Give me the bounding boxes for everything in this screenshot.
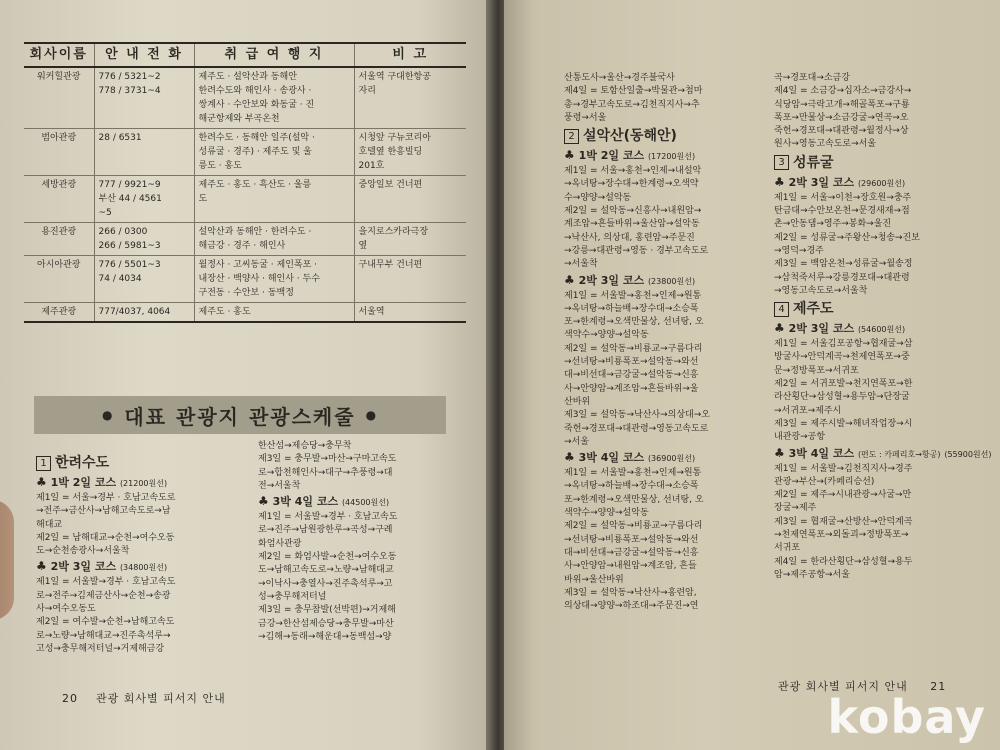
itinerary-line: →옥녀탕→장수대→한계령→오색약 xyxy=(564,179,699,190)
itinerary-line: →영덕→경주 xyxy=(774,245,824,256)
left-page xyxy=(0,0,492,750)
itinerary-line: 사→안양암→계조암→흔들바위→울 xyxy=(564,383,699,394)
agency-row xyxy=(24,176,466,223)
club-icon: ♣ xyxy=(258,494,269,509)
right-page xyxy=(504,0,1000,750)
itinerary-line: 수→양양→설악동 xyxy=(564,192,632,203)
cell-line: 세방관광 xyxy=(41,180,77,190)
left-footer xyxy=(62,690,226,706)
cell-line: 777/4037, 4064 xyxy=(98,307,171,317)
section-banner xyxy=(34,396,446,434)
itinerary-line: 제3일 = 설악동→낙산사→홍련암, xyxy=(564,587,697,598)
itinerary-line: 제2일 = 설악동→비룡교→구름다리 xyxy=(564,521,703,532)
cell-line: 자리 xyxy=(358,86,376,96)
itinerary-line: 사→안양암→내원암→계조암, 흔들 xyxy=(564,561,697,572)
cell-line: 제주관광 xyxy=(41,307,77,317)
course-heading xyxy=(774,174,984,192)
itinerary-line: →전주→금산사→남해고속도로→남 xyxy=(36,506,171,517)
itinerary-line: 성→충무해저터널 xyxy=(258,591,327,602)
agency-name-cell xyxy=(24,256,94,303)
itinerary-line: 제2일 = 남해대교→순천→여수오동 xyxy=(36,532,175,543)
agency-row xyxy=(24,223,466,256)
itinerary-line: 포→한계령→오색만물상, 선녀탕, 오 xyxy=(564,317,704,328)
itinerary-line: →삼척죽서루→강릉경포대→대관령 xyxy=(774,272,910,283)
itinerary-line: 제3일 = 제주시발→해녀작업장→시 xyxy=(774,418,913,429)
itinerary-line: 대→비선대→금강굴→설악동→신흥 xyxy=(564,370,699,381)
itinerary-line: 방굴사→안덕계곡→천제연폭포→중 xyxy=(774,352,910,363)
cell-line: 릉도 · 홍도 xyxy=(198,161,242,171)
itinerary-line: 제2일 = 성류굴→주왕산→청송→진보 xyxy=(774,232,920,243)
club-icon: ♣ xyxy=(774,174,785,189)
itinerary-line: 제2일 = 화엄사발→순천→여수오동 xyxy=(258,552,397,563)
itinerary-line: 풍령→서울 xyxy=(564,112,607,123)
itinerary-line: 고성→충무해저터널→거제해금강 xyxy=(36,643,165,654)
cell-line: 201호 xyxy=(358,161,385,171)
course-note: (편도 : 카페리호→항공) xyxy=(857,449,941,459)
itinerary-line: →옥녀탕→하늘배→장수대→소승폭 xyxy=(564,481,699,492)
region-name: 제주도 xyxy=(793,301,834,318)
region-heading xyxy=(774,298,984,320)
agency-name-cell xyxy=(24,303,94,323)
itinerary-line: 로→노량→남해대교→진주촉석루→ xyxy=(36,630,171,641)
itinerary-line: 죽헌→경포대→대관령→월정사→상 xyxy=(774,126,909,137)
itinerary-line: 해대교 xyxy=(36,519,63,530)
itinerary-line: 제1일 = 서울→경부 · 호남고속도로 xyxy=(36,493,176,503)
itinerary-line: 폭포→만물상→소금강굴→연곡→오 xyxy=(774,112,909,123)
itinerary-line: 제1일 = 서울발→경부 · 호남고속도 xyxy=(36,577,176,588)
itinerary-line: →이낙사→충열사→진주촉석루→고 xyxy=(258,578,393,589)
itinerary-line: 제1일 = 서울발→김천직지사→경주 xyxy=(774,463,913,474)
course-heading xyxy=(36,474,248,492)
itinerary-line: 산통도사→울산→경주불국사 xyxy=(564,73,675,83)
itinerary-line: 곡→경포대→소금강 xyxy=(774,73,850,83)
cell-line: 제주도 · 홍도 xyxy=(198,307,251,317)
cell-line: 워커힐관광 xyxy=(37,72,81,82)
agency-row xyxy=(24,67,466,129)
agency-note-cell xyxy=(354,67,466,129)
header-phone: 안 내 전 화 xyxy=(94,43,194,67)
itinerary-line: 문→정방폭포→서귀포 xyxy=(774,365,859,376)
cell-line: 범아관광 xyxy=(41,133,77,143)
agency-name-cell xyxy=(24,176,94,223)
cell-line: 777 / 9921~9 xyxy=(98,180,161,190)
itinerary-line: 제2일 = 여수발→순천→남해고속도 xyxy=(36,617,175,628)
course-title: 2박 3일 코스 xyxy=(788,175,855,189)
itinerary-line: 사→여수오동도 xyxy=(36,604,96,615)
itinerary-line: 한산섬→제승당→충무착 xyxy=(258,441,352,451)
region-number: 2 xyxy=(564,129,579,144)
kobay-watermark: kobay xyxy=(827,690,986,744)
itinerary-line: 라산횡단→삼성혈→용두암→단장굴 xyxy=(774,392,910,403)
itinerary-line: →강릉→대관령→영동 · 경부고속도로 xyxy=(564,245,709,256)
left-page-number: 20 xyxy=(62,692,78,705)
itinerary-line: →선녀탕→비룡폭포→설악동→와선 xyxy=(564,534,699,545)
itinerary-line: 제3일 = 설악동→낙산사→의상대→오 xyxy=(564,410,710,421)
agency-name-cell xyxy=(24,223,94,256)
course-title: 2박 3일 코스 xyxy=(578,273,645,287)
course-title: 3박 4일 코스 xyxy=(578,451,645,465)
cell-line: 266 / 5981~3 xyxy=(98,241,161,251)
banner-title: 대표 관광지 관광스케줄 xyxy=(124,404,356,429)
region-number: 1 xyxy=(36,456,51,471)
cell-line: 한려수도와 해인사 · 송광사 · xyxy=(198,86,312,96)
itinerary-line: 색약수→양양→설악동 xyxy=(564,508,649,519)
cell-line: 778 / 3731~4 xyxy=(98,86,161,96)
course-title: 3박 4일 코스 xyxy=(272,495,339,509)
itinerary-line: →영동고속도로→서울착 xyxy=(774,285,868,296)
cell-line: 쌍계사 · 수안보와 화동굴 · 진 xyxy=(198,100,315,110)
region-heading xyxy=(774,152,984,174)
itinerary-line: 장굴→제주 xyxy=(774,503,817,514)
itinerary-line: 로→합천해인사→대구→추풍령→대 xyxy=(258,467,393,478)
itinerary-line: →선녀탕→비룡폭포→설악동→와선 xyxy=(564,357,699,368)
club-icon: ♣ xyxy=(36,475,47,489)
course-title: 1박 2일 코스 xyxy=(578,149,645,163)
course-title: 3박 4일 코스 xyxy=(788,446,855,460)
itinerary-line: 탄금대→수안보온천→문경새재→점 xyxy=(774,206,910,217)
cell-line: 776 / 5321~2 xyxy=(98,72,161,82)
cell-line: 구내무부 건너편 xyxy=(358,260,423,270)
itinerary-line: 제1일 = 서울발→경부 · 호남고속도 xyxy=(258,512,398,523)
cell-line: 아시아관광 xyxy=(37,260,81,270)
cell-line: 제주도 · 설악산과 동해안 xyxy=(198,72,297,82)
itinerary-line: 제1일 = 서울→이천→장호원→충주 xyxy=(774,192,912,203)
region-number: 3 xyxy=(774,155,789,170)
agency-phone-cell xyxy=(94,223,194,256)
itinerary-line: 제2일 = 서귀포발→천지연폭포→한 xyxy=(774,379,913,390)
cell-line: 성류굴 · 경주) · 제주도 및 울 xyxy=(198,147,312,157)
agency-destination-cell xyxy=(194,223,354,256)
itinerary-line: 제3일 = 충무발→마산→구마고속도 xyxy=(258,454,397,465)
itinerary-line: 화엄사관광 xyxy=(258,538,302,549)
region-number: 4 xyxy=(774,302,789,317)
itinerary-line: →낙산사, 의상대, 홍련암→주문진 xyxy=(564,232,695,243)
right-column-2 xyxy=(774,72,992,582)
agency-destination-cell xyxy=(194,129,354,176)
club-icon: ♣ xyxy=(564,272,575,287)
cell-line: 중앙일보 건너편 xyxy=(358,180,423,190)
course-price: (29600원선) xyxy=(857,178,906,188)
itinerary-line: 의상대→양양→하조대→주문진→연 xyxy=(564,601,699,612)
itinerary-line: 도→남해고속도로→노량→남해대교 xyxy=(258,565,394,576)
course-price: (21200원선) xyxy=(119,479,168,488)
course-title: 2박 3일 코스 xyxy=(50,560,117,574)
agency-destination-cell xyxy=(194,176,354,223)
cell-line: ~5 xyxy=(98,208,112,218)
region-heading xyxy=(36,452,248,474)
itinerary-line: 산바위 xyxy=(564,396,591,407)
itinerary-line: 색약수→양양→설악동 xyxy=(564,330,649,341)
agency-name-cell xyxy=(24,67,94,129)
agency-table-body xyxy=(24,67,466,322)
itinerary-line: 제3일 = 충무참발(선박편)→거제해 xyxy=(258,605,396,616)
course-heading xyxy=(774,320,984,338)
header-destination: 취 급 여 행 지 xyxy=(194,43,354,67)
agency-note-cell xyxy=(354,176,466,223)
itinerary-line: 금강→한산섬제승당→충무발→마산 xyxy=(258,618,394,629)
itinerary-line: 도→순천송광사→서울착 xyxy=(36,546,130,557)
itinerary-line: →천제연폭포→외돌괴→정방폭포→ xyxy=(774,530,909,541)
banner-bullet-left: ● xyxy=(101,408,115,422)
course-heading xyxy=(564,449,774,467)
banner-bullet-right: ● xyxy=(365,408,379,422)
cell-line: 내장산 · 백양사 · 해인사 · 두수 xyxy=(198,274,320,284)
itinerary-line: 포→한계령→오색만물상, 선녀탕, 오 xyxy=(564,494,704,505)
cell-line: 74 / 4034 xyxy=(98,274,142,284)
itinerary-line: 죽헌→경포대→대관령→영동고속도로 xyxy=(564,423,709,434)
itinerary-line: 제1일 = 서울발→홍천→인제→원통 xyxy=(564,290,702,301)
agency-phone-cell xyxy=(94,129,194,176)
course-price: (17200원선) xyxy=(647,152,696,162)
course-price: (36900원선) xyxy=(647,454,696,464)
itinerary-line: 바위→울산바위 xyxy=(564,574,624,585)
agency-phone-cell xyxy=(94,303,194,323)
agency-row xyxy=(24,129,466,176)
itinerary-line: →옥녀탕→하늘배→장수대→소승폭 xyxy=(564,303,699,314)
cell-line: 시청앞 구뉴코리아 xyxy=(358,133,431,143)
club-icon: ♣ xyxy=(564,450,575,465)
course-heading xyxy=(564,147,774,165)
itinerary-line: 제4일 = 한라산횡단→삼성혈→용두 xyxy=(774,556,913,567)
left-column-2 xyxy=(258,440,470,644)
club-icon: ♣ xyxy=(774,321,785,336)
agency-name-cell xyxy=(24,129,94,176)
itinerary-line: 제1일 = 서울발→홍천→인제→원통 xyxy=(564,468,702,479)
itinerary-line: 전→서울착 xyxy=(258,480,301,491)
region-name: 한려수도 xyxy=(55,455,110,471)
cell-line: 776 / 5501~3 xyxy=(98,260,161,270)
agency-destination-cell xyxy=(194,256,354,303)
left-footer-text: 관광 회사별 피서지 안내 xyxy=(96,692,226,705)
itinerary-line: 계조암→흔들바위→울산암→설악동 xyxy=(564,219,700,230)
agency-destination-cell xyxy=(194,67,354,129)
itinerary-line: 제2일 = 설악동→비룡교→구름다리 xyxy=(564,343,703,354)
thumb xyxy=(0,500,14,620)
agency-note-cell xyxy=(354,256,466,303)
cell-line: 서울역 구대한항공 xyxy=(358,72,431,82)
course-heading xyxy=(258,493,470,511)
itinerary-line: 총→경부고속도로→김천직지사→추 xyxy=(564,99,700,110)
itinerary-line: 로→전주→김제금산사→순천→송광 xyxy=(36,590,171,601)
itinerary-line: →서울 xyxy=(564,436,589,447)
course-price: (34800원선) xyxy=(119,563,168,573)
itinerary-line: 제1일 = 서울→홍천→인제→내설악 xyxy=(564,166,702,177)
itinerary-line: 제1일 = 서울김포공항→협재굴→삼 xyxy=(774,339,913,350)
agency-note-cell xyxy=(354,303,466,323)
itinerary-line: 로→진주→남원광한루→곡성→구례 xyxy=(258,525,393,536)
itinerary-line: 내관광→공항 xyxy=(774,432,826,443)
itinerary-line: 제4일 = 소금강→십자소→금강사→ xyxy=(774,86,912,97)
course-price: (23800원선) xyxy=(647,276,696,286)
course-heading xyxy=(36,558,248,576)
cell-line: 설악산과 동해안 · 한려수도 · xyxy=(198,227,312,237)
cell-line: 용진관광 xyxy=(41,227,77,237)
course-heading xyxy=(564,272,774,290)
itinerary-line: →서귀포→제주시 xyxy=(774,405,842,416)
cell-line: 부산 44 / 4561 xyxy=(98,194,162,204)
itinerary-line: 서귀포 xyxy=(774,543,801,554)
cell-line: 을지로스카라극장 xyxy=(358,227,429,237)
course-title: 2박 3일 코스 xyxy=(788,322,855,336)
course-price: (54600원선) xyxy=(857,325,906,335)
agency-note-cell xyxy=(354,223,466,256)
itinerary-line: 촌→안동댐→영주→봉화→울진 xyxy=(774,219,892,230)
cell-line: 옆 xyxy=(358,241,368,251)
cell-line: 해금강 · 경주 · 해인사 xyxy=(198,241,286,251)
course-price: (55900원선) xyxy=(944,449,992,459)
club-icon: ♣ xyxy=(564,148,575,163)
agency-row xyxy=(24,256,466,303)
right-column-1 xyxy=(564,72,774,613)
cell-line: 월정사 · 고씨동굴 · 제인폭포 · xyxy=(198,260,318,270)
club-icon: ♣ xyxy=(36,559,47,574)
itinerary-line: 관광→부산→(카페리승선) xyxy=(774,476,875,487)
region-heading xyxy=(564,125,774,147)
itinerary-line: 제4일 = 토함산일출→박물관→첨마 xyxy=(564,86,703,97)
cell-line: 호텔옆 한흥빌딩 xyxy=(358,147,423,157)
left-column-1 xyxy=(36,452,248,656)
region-name: 설악산(동해안) xyxy=(583,128,677,145)
agency-table-header xyxy=(24,43,466,67)
itinerary-line: 원사→영동고속도로→서울 xyxy=(774,139,877,150)
agency-phone-cell xyxy=(94,256,194,303)
course-heading xyxy=(774,445,992,463)
cell-line: 한려수도 · 동해안 일주(설악 · xyxy=(198,133,315,143)
agency-phone-cell xyxy=(94,176,194,223)
header-company: 회사이름 xyxy=(24,43,94,67)
itinerary-line: 제3일 = 백암온천→성류굴→월송정 xyxy=(774,259,913,270)
right-footer-text: 관광 회사별 피서지 안내 xyxy=(778,680,908,693)
itinerary-line: →김해→동래→해운대→동백섬→양 xyxy=(258,631,392,642)
itinerary-line: →서울착 xyxy=(564,259,598,270)
header-note: 비 고 xyxy=(354,43,466,67)
agency-destination-cell xyxy=(194,303,354,323)
cell-line: 제주도 · 홍도 · 흑산도 · 울릉 xyxy=(198,180,312,190)
itinerary-line: 식당암→극락고개→해골폭포→구룡 xyxy=(774,99,910,110)
right-page-number: 21 xyxy=(930,680,947,693)
itinerary-line: 제2일 = 설악동→신흥사→내원암→ xyxy=(564,206,702,217)
cell-line: 28 / 6531 xyxy=(98,133,142,143)
itinerary-line: 제3일 = 협재굴→산방산→안덕계곡 xyxy=(774,516,913,527)
course-title: 1박 2일 코스 xyxy=(50,476,117,489)
club-icon: ♣ xyxy=(774,445,785,460)
cell-line: 266 / 0300 xyxy=(98,227,148,237)
cell-line: 구전동 · 수안보 · 동백정 xyxy=(198,288,294,298)
cell-line: 도 xyxy=(198,194,208,204)
agency-note-cell xyxy=(354,129,466,176)
agency-table xyxy=(24,42,466,323)
course-price: (44500원선) xyxy=(341,498,390,508)
itinerary-line: 제2일 = 제주→시내관광→사굴→만 xyxy=(774,490,912,501)
cell-line: 해군항제와 부곡온천 xyxy=(198,114,280,124)
agency-phone-cell xyxy=(94,67,194,129)
itinerary-line: 대→비선대→금강굴→설악동→신흥 xyxy=(564,547,699,558)
itinerary-line: 암→제주공항→서울 xyxy=(774,569,850,580)
region-name: 성류굴 xyxy=(793,154,834,171)
cell-line: 서울역 xyxy=(358,307,385,317)
agency-row xyxy=(24,303,466,323)
